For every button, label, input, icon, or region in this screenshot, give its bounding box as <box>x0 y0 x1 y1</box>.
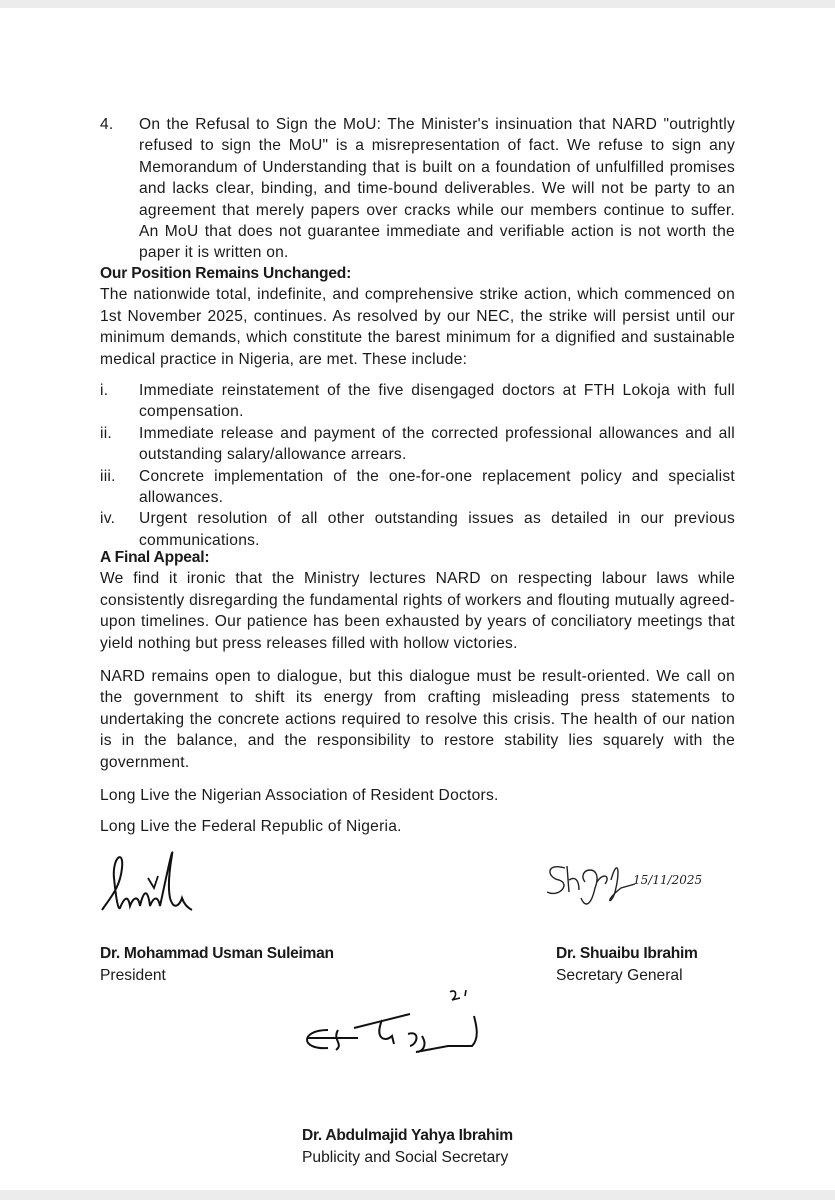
demand-text: Immediate reinstatement of the five disengaged doctors at FTH Lokoja with full compensation. <box>139 382 735 421</box>
closing-line-2: Long Live the Federal Republic of Nigeria. <box>100 818 402 836</box>
demand-text: Immediate release and payment of the corrected professional allowances and all outstanding salary/allowance arrears. <box>139 424 735 464</box>
demand-marker: iii. <box>100 467 116 485</box>
closing-line-1: Long Live the Nigerian Association of Resident Doctors. <box>100 787 499 805</box>
signatory-name: Dr. Shuaibu Ibrahim <box>556 945 698 962</box>
demand-text: Urgent resolution of all other outstanding issues as detailed in our previous communications. <box>139 510 735 549</box>
demand-item <box>100 508 735 551</box>
bottom-border <box>0 1190 835 1200</box>
signatory-title: President <box>100 966 166 984</box>
demands-list <box>100 380 735 551</box>
signatory-publicity-secretary <box>302 1125 513 1168</box>
signature-president <box>100 848 210 918</box>
signatory-title: Secretary General <box>556 966 683 984</box>
demand-text: Concrete implementation of the one-for-one replacement policy and specialist allowances. <box>139 467 735 507</box>
signatory-title: Publicity and Social Secretary <box>302 1148 509 1166</box>
demand-item <box>100 423 735 466</box>
point-number: 4. <box>100 116 114 133</box>
signatory-president <box>100 943 334 986</box>
demand-marker: ii. <box>100 424 113 442</box>
position-heading: Our Position Remains Unchanged: <box>100 265 352 282</box>
demand-marker: iv. <box>100 510 116 528</box>
signatory-name: Dr. Abdulmajid Yahya Ibrahim <box>302 1127 513 1144</box>
point-4 <box>100 114 735 264</box>
appeal-heading: A Final Appeal: <box>100 549 210 566</box>
appeal-paragraph-1: We find it ironic that the Ministry lectures NARD on respecting labour laws while consistently disregarding the fundamental rights of workers and flouting mutually agreed-upon timelines. Our patience has been exhausted by years of conciliatory meetings that yield nothing but press releases filled with hollow victories. <box>100 570 735 652</box>
signatory-name: Dr. Mohammad Usman Suleiman <box>100 945 334 962</box>
position-section <box>100 263 735 551</box>
top-border <box>0 0 835 8</box>
position-text: The nationwide total, indefinite, and comprehensive strike action, which commenced on 1st November 2025, continues. As resolved by our NEC, the strike will persist until our minimum demands, which constitute the barest minimum for a dignified and sustainable medical practice in Nigeria, are met. These include: <box>100 286 735 368</box>
signature-publicity-secretary <box>298 1000 528 1070</box>
appeal-paragraph-2: NARD remains open to dialogue, but this dialogue must be result-oriented. We call on the government to shift its energy from crafting misleading press statements to undertaking the concrete actions required to resolve this crisis. The health of our nation is in the balance, and the responsibility to restore stability lies squarely with the government. <box>100 668 735 771</box>
point-text: On the Refusal to Sign the MoU: The Minister's insinuation that NARD "outrightly refused to sign the MoU" is a misrepresentation of fact. We refuse to sign any Memorandum of Understanding that is built on a foundation of unfulfilled promises and lacks clear, binding, and time-bound deliverables. We will not be party to an agreement that merely papers over cracks while our members continue to suffer. An MoU that does not guarantee immediate and verifiable action is not worth the paper it is written on. <box>139 116 735 262</box>
signature-date: 15/11/2025 <box>633 873 703 887</box>
demand-item <box>100 466 735 509</box>
appeal-section <box>100 547 735 838</box>
signatory-secretary-general <box>556 943 698 986</box>
demand-marker: i. <box>100 382 109 400</box>
demand-item <box>100 380 735 423</box>
signature-secretary-general <box>545 858 703 908</box>
